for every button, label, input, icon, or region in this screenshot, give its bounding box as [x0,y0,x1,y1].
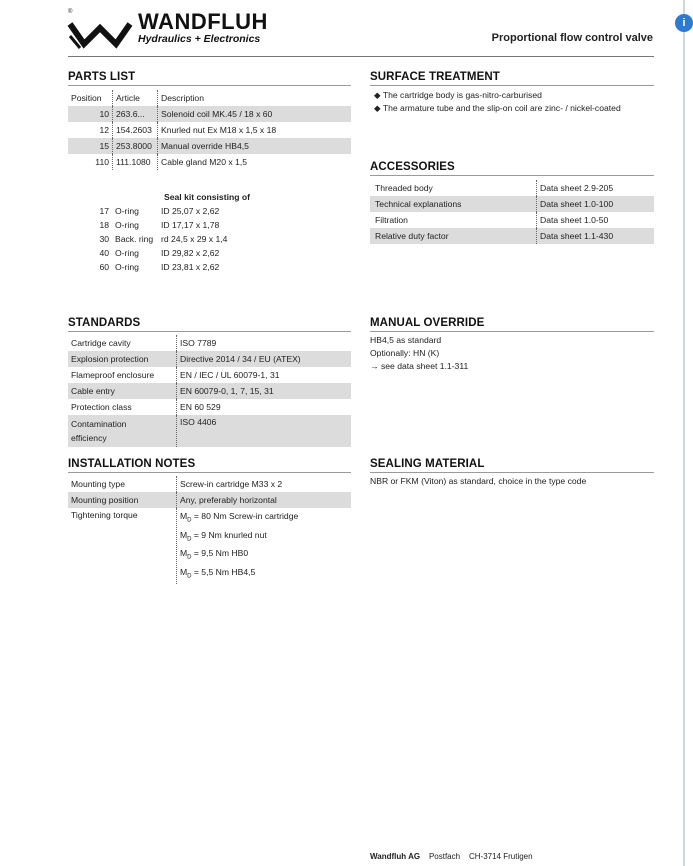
description-cell: Knurled nut Ex M18 x 1,5 x 18 [158,122,352,138]
header-rule [68,56,654,57]
torque-symbol: M [180,567,188,578]
seal-kit-title: Seal kit consisting of [164,192,250,202]
table-row [370,180,654,196]
table-row [68,138,351,154]
section-rule [370,472,654,473]
surface-bullet [374,89,542,102]
brand-tagline: Hydraulics + Electronics [138,33,261,45]
surface-bullet-text: The armature tube and the slip-on coil are zinc- / nickel-coated [382,103,621,113]
standard-value: ISO 4406 [177,415,352,447]
section-rule [68,472,351,473]
seal-position: 17 [99,206,109,216]
wandfluh-logo-icon [68,14,132,50]
position-cell: 15 [68,138,113,154]
accessory-ref: Data sheet 1.1-430 [537,228,655,244]
manual-override-line: Optionally: HN (K) [370,348,440,358]
footer [370,852,533,861]
article-cell: 263.6... [113,106,158,122]
standard-item: Cable entry [68,383,177,399]
standard-item [68,415,177,447]
section-rule [68,85,351,86]
standard-value: EN / IEC / UL 60079-1, 31 [177,367,352,383]
seal-position: 60 [99,262,109,272]
parts-list-table [68,90,351,170]
seal-position: 30 [99,234,109,244]
standard-item: Explosion protection [68,351,177,367]
install-value: Screw-in cartridge M33 x 2 [177,476,352,492]
installation-table [68,476,351,584]
installation-notes-section [68,458,351,470]
surface-bullet-text: The cartridge body is gas-nitro-carburised [382,90,542,100]
brand-name: WANDFLUH [138,9,268,34]
section-rule [370,85,654,86]
manual-override-title: MANUAL OVERRIDE [370,317,485,329]
standard-value: ISO 7789 [177,335,352,351]
sealing-material-section [370,458,654,470]
manual-override-text [370,334,468,373]
accessory-item: Filtration [375,215,408,225]
accessories-title: ACCESSORIES [370,161,455,173]
table-row [68,383,351,399]
table-row [68,415,351,447]
seal-spec: ID 23,81 x 2,62 [161,262,220,272]
article-cell: 253.8000 [113,138,158,154]
sealing-material-text: NBR or FKM (Viton) as standard, choice in the type code [370,476,587,486]
table-row [68,122,351,138]
standard-item-line: Contamination [71,419,127,429]
install-label: Mounting type [71,479,125,489]
install-label: Tightening torque [71,510,138,520]
torque-line [180,565,348,584]
torque-subscript: D [187,555,192,562]
seal-name: O-ring [115,248,139,258]
manual-override-section [370,317,654,329]
seal-name: Back. ring [115,234,154,244]
standard-item: Flameproof enclosure [71,370,155,380]
torque-list [177,508,352,584]
accessories-section [370,161,654,173]
accessory-ref: Data sheet 1.0-50 [537,212,655,228]
table-header-row [68,90,351,106]
torque-value: = 80 Nm Screw-in cartridge [193,511,299,521]
seal-row [68,218,230,232]
torque-symbol: M [180,529,188,540]
seal-row [68,246,230,260]
torque-line [180,546,348,565]
section-rule [370,175,654,176]
surface-treatment-section [370,71,654,83]
accessory-item: Technical explanations [370,196,537,212]
standard-value: Directive 2014 / 34 / EU (ATEX) [177,351,352,367]
seal-row [68,260,230,274]
article-cell: 154.2603 [113,122,158,138]
standard-value: EN 60079-0, 1, 7, 15, 31 [177,383,352,399]
table-row [370,228,654,244]
accessory-item: Threaded body [375,183,433,193]
footer-address: CH-3714 Frutigen [468,852,533,861]
table-row [68,335,351,351]
description-cell: Manual override HB4,5 [158,138,352,154]
description-cell: Cable gland M20 x 1,5 [158,154,352,170]
seal-row [68,232,230,246]
accessory-ref: Data sheet 1.0-100 [537,196,655,212]
info-badge-icon[interactable]: i [675,14,693,32]
bullet-diamond-icon: ◆ [374,103,381,113]
sealing-material-title: SEALING MATERIAL [370,458,485,470]
torque-symbol: M [180,548,188,559]
torque-subscript: D [187,536,192,543]
section-rule [68,331,351,332]
standard-item-line: efficiency [71,433,107,443]
article-cell: 111.1080 [113,154,158,170]
surface-treatment-title: SURFACE TREATMENT [370,71,500,83]
table-row [68,492,351,508]
installation-notes-title: INSTALLATION NOTES [68,458,196,470]
footer-postfach: Postfach [428,852,461,861]
seal-row [68,204,230,218]
table-row [68,154,351,170]
position-cell: 110 [95,157,109,167]
accessory-item: Relative duty factor [370,228,537,244]
surface-bullet [374,102,621,115]
torque-line [180,509,348,528]
torque-subscript: D [187,573,192,580]
seal-spec: rd 24,5 x 29 x 1,4 [161,234,228,244]
page-edge [683,0,685,866]
torque-symbol: M [180,511,188,521]
accessories-table [370,180,654,244]
seal-spec: ID 29,82 x 2,62 [161,248,220,258]
torque-value: = 5,5 Nm HB4,5 [193,567,256,578]
standard-value: EN 60 529 [177,399,352,415]
section-rule [370,331,654,332]
torque-line [180,528,348,547]
table-row [68,106,351,122]
table-row [68,508,351,584]
position-cell: 12 [99,125,109,135]
column-header-position: Position [71,93,102,103]
parts-list-section [68,71,351,83]
description-cell: Solenoid coil MK.45 / 18 x 60 [158,106,352,122]
table-row [370,212,654,228]
torque-value: = 9 Nm knurled nut [193,529,267,540]
table-row [68,351,351,367]
standards-title: STANDARDS [68,317,141,329]
standard-item: Protection class [71,402,132,412]
manual-override-link[interactable]: → see data sheet 1.1-311 [370,361,469,371]
position-cell: 10 [68,106,113,122]
standards-section [68,317,351,329]
table-row [68,399,351,415]
parts-list-title: PARTS LIST [68,71,136,83]
seal-kit-table [68,204,230,274]
seal-spec: ID 25,07 x 2,62 [161,206,220,216]
manual-override-line: HB4,5 as standard [370,335,442,345]
seal-name: O-ring [115,262,139,272]
accessory-ref: Data sheet 2.9-205 [537,180,655,196]
seal-name: O-ring [115,220,139,230]
seal-position: 40 [99,248,109,258]
seal-name: O-ring [115,206,139,216]
document-title: Proportional flow control valve [491,32,653,44]
column-header-article: Article [113,90,158,106]
seal-position: 18 [99,220,109,230]
registered-mark: ® [68,9,73,15]
torque-value: = 9,5 Nm HB0 [193,548,249,559]
install-value: Any, preferably horizontal [177,492,352,508]
footer-company: Wandfluh AG [370,852,421,861]
column-header-description: Description [158,90,352,106]
torque-subscript: D [187,517,192,524]
standard-item: Cartridge cavity [71,338,131,348]
table-row [370,196,654,212]
standards-table [68,335,351,447]
bullet-diamond-icon: ◆ [374,90,381,100]
table-row [68,476,351,492]
table-row [68,367,351,383]
install-label: Mounting position [68,492,177,508]
seal-spec: ID 17,17 x 1,78 [161,220,220,230]
